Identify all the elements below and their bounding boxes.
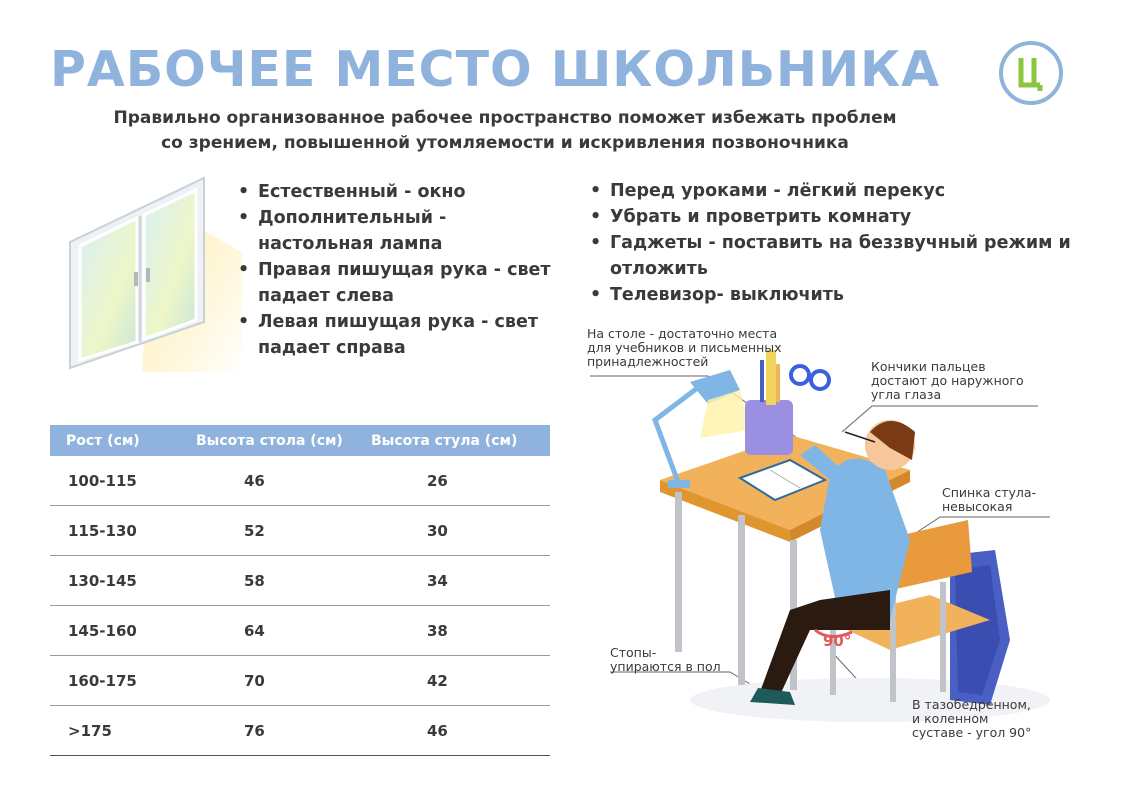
table-cell: 100-115 — [50, 456, 178, 506]
note-desk-space — [587, 327, 782, 369]
furniture-height-table — [50, 425, 550, 756]
table-cell: 38 — [359, 606, 550, 656]
logo-icon — [998, 40, 1064, 106]
table-row — [50, 706, 550, 756]
table-cell: 34 — [359, 556, 550, 606]
note-line: принадлежностей — [587, 354, 709, 369]
table-row — [50, 656, 550, 706]
note-line: невысокая — [942, 499, 1013, 514]
list-item: • Перед уроками - лёгкий перекус — [588, 178, 1108, 204]
table-cell: 46 — [359, 706, 550, 756]
table-cell: >175 — [50, 706, 178, 756]
list-item: • Дополнительный - настольная лампа — [236, 205, 566, 257]
list-item: • Левая пишущая рука - свет падает справа — [236, 309, 566, 361]
table-cell: 30 — [359, 506, 550, 556]
note-line: На столе - достаточно места — [587, 326, 778, 341]
table-cell: 46 — [178, 456, 359, 506]
table-cell: 115-130 — [50, 506, 178, 556]
table-cell: 52 — [178, 506, 359, 556]
list-item: • Гаджеты - поставить на беззвучный режим и отложить — [588, 230, 1108, 282]
window-icon — [62, 172, 242, 382]
table-cell: 70 — [178, 656, 359, 706]
table-row — [50, 606, 550, 656]
table-cell: 64 — [178, 606, 359, 656]
column-header: Высота стола (см) — [178, 425, 359, 456]
table-cell: 42 — [359, 656, 550, 706]
list-item: • Естественный - окно — [236, 179, 566, 205]
subtitle — [40, 106, 970, 156]
note-feet — [610, 646, 721, 674]
note-line: суставе - угол 90° — [912, 725, 1032, 740]
note-line: Спинка стула- — [942, 485, 1037, 500]
note-line: и коленном — [912, 711, 989, 726]
table-row — [50, 506, 550, 556]
note-joints — [912, 698, 1031, 740]
desk-illustration — [590, 320, 1110, 780]
list-item: • Правая пишущая рука - свет падает слева — [236, 257, 566, 309]
table-header-row — [50, 425, 550, 456]
note-line: Стопы- — [610, 645, 657, 660]
table-row — [50, 456, 550, 506]
note-line: упираются в пол — [610, 659, 721, 674]
list-item: • Телевизор- выключить — [588, 282, 1108, 308]
note-fingertips — [871, 360, 1024, 402]
note-line: достают до наружного — [871, 373, 1024, 388]
table-cell: 145-160 — [50, 606, 178, 656]
subtitle-line: со зрением, повышенной утомляемости и искривления позвоночника — [161, 133, 849, 153]
table-cell: 58 — [178, 556, 359, 606]
note-line: угла глаза — [871, 387, 942, 402]
angle-label: 90° — [823, 632, 852, 650]
table-cell: 76 — [178, 706, 359, 756]
table-cell: 130-145 — [50, 556, 178, 606]
column-header: Рост (см) — [50, 425, 178, 456]
list-item: • Убрать и проветрить комнату — [588, 204, 1108, 230]
note-line: для учебников и письменных — [587, 340, 782, 355]
note-line: В тазобедренном, — [912, 697, 1031, 712]
table-cell: 26 — [359, 456, 550, 506]
page-title: РАБОЧЕЕ МЕСТО ШКОЛЬНИКА — [50, 41, 941, 98]
column-header: Высота стула (см) — [359, 425, 550, 456]
preparation-tips-list — [588, 178, 1108, 308]
subtitle-line: Правильно организованное рабочее пространство поможет избежать проблем — [113, 108, 897, 128]
note-chair-back — [942, 486, 1036, 514]
lighting-tips-list — [236, 179, 566, 361]
note-line: Кончики пальцев — [871, 359, 986, 374]
table-row — [50, 556, 550, 606]
table-cell: 160-175 — [50, 656, 178, 706]
